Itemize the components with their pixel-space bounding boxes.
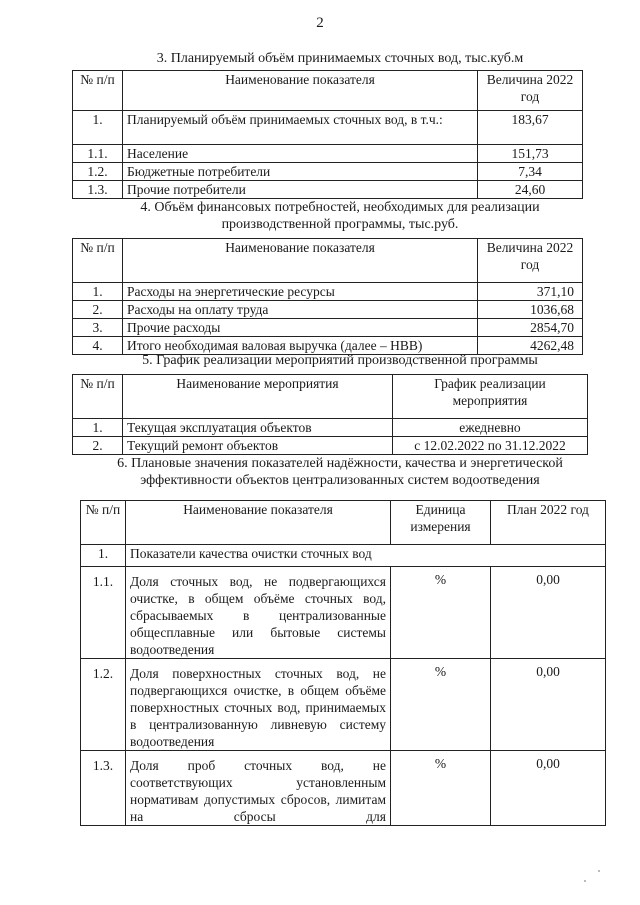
- header-num: № п/п: [81, 501, 126, 545]
- table-header-row: [73, 239, 583, 283]
- header-value: Величина 2022 год: [478, 71, 583, 111]
- group-row: [81, 545, 606, 567]
- table-row: [81, 659, 606, 751]
- header-num: № п/п: [73, 375, 123, 419]
- row-num: 2.: [73, 437, 123, 455]
- row-num: 1.3.: [73, 181, 123, 199]
- row-value: 0,00: [491, 751, 606, 826]
- header-name: Наименование показателя: [123, 239, 478, 283]
- header-plan: План 2022 год: [491, 501, 606, 545]
- row-name: Доля проб сточных вод, не соответствующих установленным нормативам допустимых сбросов, лимитам на сбросы для: [126, 751, 391, 826]
- row-unit: %: [391, 659, 491, 751]
- row-num: 3.: [73, 319, 123, 337]
- table-row: [81, 567, 606, 659]
- row-name: Население: [123, 145, 478, 163]
- row-num: 4.: [73, 337, 123, 355]
- row-name: Итого необходимая валовая выручка (далее – НВВ): [123, 337, 478, 355]
- header-num: № п/п: [73, 239, 123, 283]
- row-value: 0,00: [491, 659, 606, 751]
- header-name: Наименование показателя: [126, 501, 391, 545]
- row-num: 1.: [73, 419, 123, 437]
- row-num: 1.3.: [81, 751, 126, 826]
- header-schedule: График реализации мероприятия: [393, 375, 588, 419]
- row-value: 4262,48: [478, 337, 583, 355]
- row-name: Текущая эксплуатация объектов: [123, 419, 393, 437]
- row-name: Текущий ремонт объектов: [123, 437, 393, 455]
- section-4-table: [72, 238, 583, 355]
- row-name: Планируемый объём принимаемых сточных вод, в т.ч.:: [123, 111, 478, 145]
- table-row: [73, 283, 583, 301]
- table-row: [73, 145, 583, 163]
- page-number: 2: [316, 15, 324, 31]
- section-3-table: [72, 70, 583, 199]
- section-6-table: [80, 500, 606, 826]
- row-value: 151,73: [478, 145, 583, 163]
- section-5-title: 5. График реализации мероприятий производственной программы: [142, 353, 538, 368]
- table-row: [73, 319, 583, 337]
- row-unit: %: [391, 751, 491, 826]
- section-4-title-line2: производственной программы, тыс.руб.: [221, 217, 459, 232]
- table-row: [81, 751, 606, 826]
- table-header-row: [73, 71, 583, 111]
- table-row: [73, 181, 583, 199]
- header-name: Наименование показателя: [123, 71, 478, 111]
- header-unit: Единица измерения: [391, 501, 491, 545]
- table-row: [73, 419, 588, 437]
- row-num: 1.2.: [73, 163, 123, 181]
- row-num: 1.2.: [81, 659, 126, 751]
- row-value: 24,60: [478, 181, 583, 199]
- row-value: 1036,68: [478, 301, 583, 319]
- table-row: [73, 437, 588, 455]
- table-header-row: [81, 501, 606, 545]
- section-6-title-line1: 6. Плановые значения показателей надёжности, качества и энергетической: [117, 456, 563, 471]
- header-value: Величина 2022 год: [478, 239, 583, 283]
- row-name: Доля поверхностных сточных вод, не подвергающихся очистке, в общем объёме поверхностных сточных вод, принимаемых в централизованную ливневую систему водоотведения: [126, 659, 391, 751]
- row-name: Доля сточных вод, не подвергающихся очистке, в общем объёме сточных вод, сбрасываемых в централизованные общесплавные или бытовые системы водоотведения: [126, 567, 391, 659]
- row-num: 1.: [73, 111, 123, 145]
- table-row: [73, 301, 583, 319]
- row-num: 1.1.: [73, 145, 123, 163]
- row-name: Прочие потребители: [123, 181, 478, 199]
- row-name: Бюджетные потребители: [123, 163, 478, 181]
- row-value: 2854,70: [478, 319, 583, 337]
- row-value: 371,10: [478, 283, 583, 301]
- section-6-title-line2: эффективности объектов централизованных систем водоотведения: [140, 473, 540, 488]
- row-num: 1.1.: [81, 567, 126, 659]
- row-unit: %: [391, 567, 491, 659]
- row-name: Расходы на оплату труда: [123, 301, 478, 319]
- row-name: Расходы на энергетические ресурсы: [123, 283, 478, 301]
- row-value: 7,34: [478, 163, 583, 181]
- row-num: 1.: [73, 283, 123, 301]
- scan-artifact: [584, 880, 586, 882]
- section-5-table: [72, 374, 588, 455]
- table-header-row: [73, 375, 588, 419]
- table-row: [73, 111, 583, 145]
- row-num: 2.: [73, 301, 123, 319]
- group-num: 1.: [81, 545, 126, 567]
- section-4-title-line1: 4. Объём финансовых потребностей, необходимых для реализации: [140, 200, 540, 215]
- header-name: Наименование мероприятия: [123, 375, 393, 419]
- section-3-title: 3. Планируемый объём принимаемых сточных вод, тыс.куб.м: [156, 51, 524, 66]
- row-value: 0,00: [491, 567, 606, 659]
- group-name: Показатели качества очистки сточных вод: [126, 545, 606, 567]
- row-value: 183,67: [478, 111, 583, 145]
- row-name: Прочие расходы: [123, 319, 478, 337]
- row-schedule: с 12.02.2022 по 31.12.2022: [393, 437, 588, 455]
- scan-artifact: [598, 870, 600, 872]
- header-num: № п/п: [73, 71, 123, 111]
- table-row: [73, 163, 583, 181]
- row-schedule: ежедневно: [393, 419, 588, 437]
